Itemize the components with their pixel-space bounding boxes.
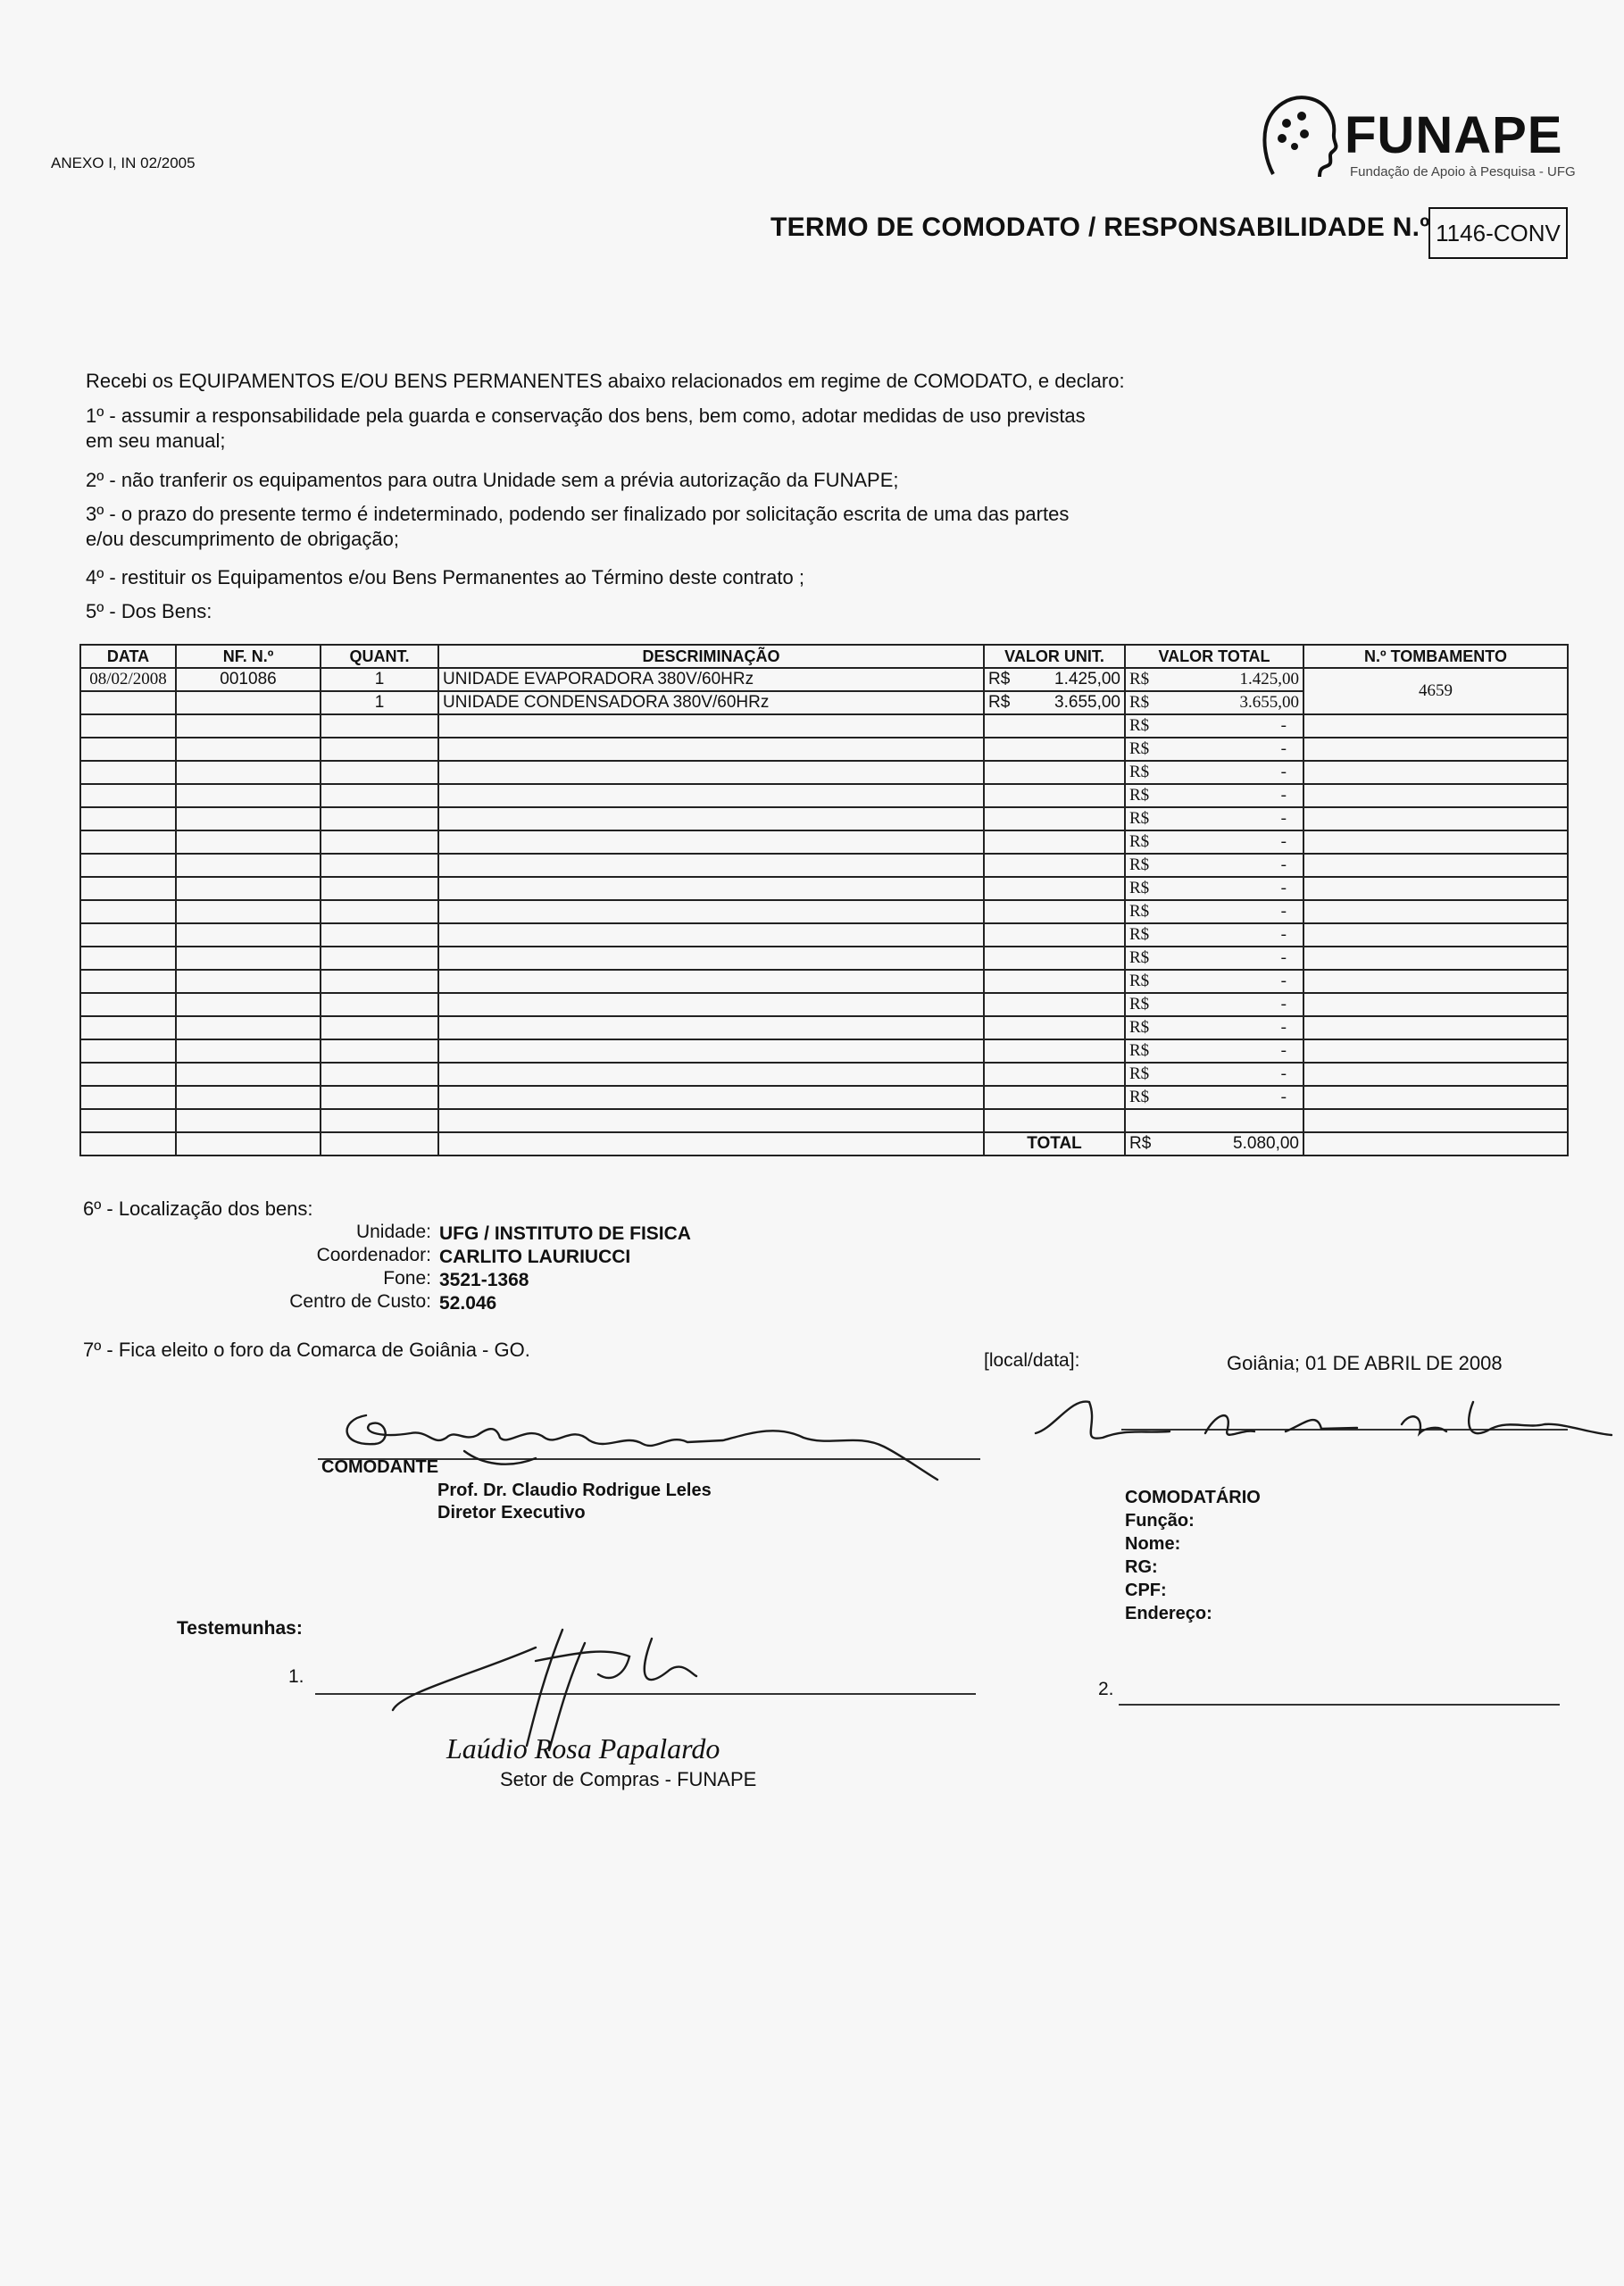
head-profile-icon	[1255, 89, 1340, 188]
total-amount: -	[1280, 1041, 1287, 1060]
cell-tombamento	[1303, 900, 1568, 923]
cell-total-value	[1125, 1063, 1303, 1086]
annex-reference: ANEXO I, IN 02/2005	[51, 154, 196, 171]
unidade-label: Unidade:	[355, 1222, 431, 1242]
currency-label: R$	[1129, 693, 1150, 712]
cell-tombamento	[1303, 970, 1568, 993]
foro-clause: 7º - Fica eleito o foro da Comarca de Goiânia - GO.	[83, 1339, 530, 1361]
currency-label: R$	[1129, 1134, 1152, 1153]
cell-nf	[176, 714, 321, 738]
cell-unit-value	[984, 854, 1125, 877]
witness-1-number: 1.	[288, 1666, 304, 1687]
table-row	[80, 807, 1568, 830]
cell-nf	[176, 1109, 321, 1132]
clause-5: 5º - Dos Bens:	[86, 600, 212, 622]
cell-qty	[321, 854, 438, 877]
table-header-row	[80, 645, 1568, 668]
cell-date	[80, 970, 176, 993]
centro-custo-label: Centro de Custo:	[289, 1291, 431, 1312]
cell-nf	[176, 1086, 321, 1109]
cell-qty	[321, 830, 438, 854]
table-row	[80, 1016, 1568, 1039]
currency-label: R$	[1129, 879, 1150, 897]
cell-tombamento	[1303, 993, 1568, 1016]
cell-date	[80, 1132, 176, 1156]
col-header-description: DESCRIMINAÇÃO	[438, 645, 984, 668]
cell-tombamento: 4659	[1303, 668, 1568, 714]
cell-qty	[321, 714, 438, 738]
cell-total-value	[1125, 691, 1303, 714]
cell-qty	[321, 1039, 438, 1063]
table-row	[80, 1039, 1568, 1063]
cell-tombamento	[1303, 761, 1568, 784]
cell-total-value	[1125, 1016, 1303, 1039]
cell-nf	[176, 877, 321, 900]
coordenador-value: CARLITO LAURIUCCI	[439, 1247, 631, 1267]
cell-date	[80, 714, 176, 738]
clause-1: 1º - assumir a responsabilidade pela guarda e conservação dos bens, bem como, adotar medidas de uso previstas	[86, 405, 1086, 427]
location-heading: 6º - Localização dos bens:	[83, 1197, 313, 1220]
total-amount: -	[1280, 1088, 1287, 1106]
col-header-total-value: VALOR TOTAL	[1125, 645, 1303, 668]
col-header-qty: QUANT.	[321, 645, 438, 668]
cell-date	[80, 738, 176, 761]
cell-date	[80, 830, 176, 854]
currency-label: R$	[1129, 832, 1150, 851]
centro-custo-value: 52.046	[439, 1293, 497, 1314]
cell-unit-value	[984, 1039, 1125, 1063]
table-row	[80, 877, 1568, 900]
document-title: TERMO DE COMODATO / RESPONSABILIDADE N.º	[770, 213, 1430, 242]
comodatario-label: COMODATÁRIO	[1125, 1488, 1261, 1507]
rg-label: RG:	[1125, 1557, 1158, 1577]
total-label: TOTAL	[984, 1132, 1125, 1156]
total-amount: -	[1280, 739, 1287, 758]
cell-total-value	[1125, 807, 1303, 830]
total-amount: -	[1280, 716, 1287, 735]
currency-label: R$	[1129, 902, 1150, 921]
cell-qty	[321, 1016, 438, 1039]
cell-date	[80, 1063, 176, 1086]
cell-total-value	[1125, 900, 1303, 923]
table-row	[80, 830, 1568, 854]
currency-label: R$	[988, 693, 1011, 712]
total-amount: -	[1280, 925, 1287, 944]
cell-description	[438, 807, 984, 830]
cell-date	[80, 1109, 176, 1132]
cell-nf	[176, 1132, 321, 1156]
unidade-value: UFG / INSTITUTO DE FISICA	[439, 1223, 691, 1244]
logo-subtitle: Fundação de Apoio à Pesquisa - UFG	[1350, 164, 1576, 179]
cell-qty	[321, 923, 438, 947]
cell-description	[438, 947, 984, 970]
endereco-label: Endereço:	[1125, 1604, 1212, 1623]
cell-total-value	[1125, 993, 1303, 1016]
cell-nf	[176, 830, 321, 854]
cell-nf	[176, 1016, 321, 1039]
cell-tombamento	[1303, 854, 1568, 877]
fone-value: 3521-1368	[439, 1270, 529, 1290]
table-row	[80, 784, 1568, 807]
cell-description	[438, 784, 984, 807]
cell-qty	[321, 1109, 438, 1132]
unit-amount: 3.655,00	[1054, 693, 1120, 712]
logo-wordmark: FUNAPE	[1345, 106, 1563, 164]
cell-date	[80, 947, 176, 970]
total-amount: -	[1280, 1018, 1287, 1037]
cell-nf: 001086	[176, 668, 321, 691]
cell-qty	[321, 807, 438, 830]
col-header-date: DATA	[80, 645, 176, 668]
cell-tombamento	[1303, 923, 1568, 947]
intro-text: Recebi os EQUIPAMENTOS E/OU BENS PERMANENTES abaixo relacionados em regime de COMODATO, e declaro:	[86, 370, 1125, 392]
cell-nf	[176, 993, 321, 1016]
funcao-label: Função:	[1125, 1511, 1195, 1531]
cell-qty	[321, 784, 438, 807]
cell-nf	[176, 923, 321, 947]
cell-date	[80, 691, 176, 714]
cell-unit-value	[984, 761, 1125, 784]
table-row	[80, 900, 1568, 923]
currency-label: R$	[1129, 1018, 1150, 1037]
total-amount: -	[1280, 972, 1287, 990]
total-amount: -	[1280, 832, 1287, 851]
cell-description	[438, 900, 984, 923]
cell-description	[438, 970, 984, 993]
cell-tombamento	[1303, 1109, 1568, 1132]
currency-label: R$	[1129, 855, 1150, 874]
cell-unit-value	[984, 830, 1125, 854]
total-amount: -	[1280, 809, 1287, 828]
cell-nf	[176, 784, 321, 807]
total-amount: 3.655,00	[1239, 693, 1299, 712]
cell-unit-value	[984, 668, 1125, 691]
cell-unit-value	[984, 947, 1125, 970]
stamp-role: Setor de Compras - FUNAPE	[500, 1768, 757, 1790]
cell-total-value	[1125, 668, 1303, 691]
cell-qty	[321, 970, 438, 993]
cell-qty	[321, 900, 438, 923]
total-amount: -	[1280, 902, 1287, 921]
cell-tombamento	[1303, 1086, 1568, 1109]
cell-qty	[321, 738, 438, 761]
cell-nf	[176, 1063, 321, 1086]
currency-label: R$	[1129, 1088, 1150, 1106]
cell-qty	[321, 1132, 438, 1156]
table-row	[80, 738, 1568, 761]
cell-description: UNIDADE CONDENSADORA 380V/60HRz	[438, 691, 984, 714]
cell-date	[80, 1039, 176, 1063]
table-row	[80, 923, 1568, 947]
cell-total-value	[1125, 947, 1303, 970]
cell-unit-value	[984, 970, 1125, 993]
total-row	[80, 1132, 1568, 1156]
cell-date: 08/02/2008	[80, 668, 176, 691]
comodante-name: Prof. Dr. Claudio Rodrigue Leles	[437, 1481, 712, 1500]
cell-description	[438, 1109, 984, 1132]
total-amount: -	[1280, 786, 1287, 805]
currency-label: R$	[1129, 925, 1150, 944]
currency-label: R$	[988, 670, 1011, 688]
cell-qty	[321, 1063, 438, 1086]
cell-total-value	[1125, 784, 1303, 807]
cell-total-value	[1125, 923, 1303, 947]
cell-unit-value	[984, 900, 1125, 923]
cell-tombamento	[1303, 784, 1568, 807]
nome-label: Nome:	[1125, 1534, 1181, 1554]
cell-tombamento	[1303, 738, 1568, 761]
cell-unit-value	[984, 993, 1125, 1016]
table-row	[80, 1109, 1568, 1132]
cell-tombamento	[1303, 1132, 1568, 1156]
cell-tombamento	[1303, 807, 1568, 830]
currency-label: R$	[1129, 670, 1150, 688]
total-amount: -	[1280, 855, 1287, 874]
cell-description	[438, 830, 984, 854]
clause-2: 2º - não tranferir os equipamentos para outra Unidade sem a prévia autorização da FUNAPE;	[86, 469, 899, 491]
stamp-name: Laúdio Rosa Papalardo	[446, 1732, 720, 1765]
coordenador-label: Coordenador:	[316, 1245, 431, 1265]
cell-description	[438, 714, 984, 738]
currency-label: R$	[1129, 786, 1150, 805]
cell-unit-value	[984, 738, 1125, 761]
unit-amount: 1.425,00	[1054, 670, 1120, 688]
cell-date	[80, 807, 176, 830]
cell-tombamento	[1303, 1063, 1568, 1086]
cell-unit-value	[984, 807, 1125, 830]
cell-description	[438, 877, 984, 900]
clause-3: 3º - o prazo do presente termo é indeterminado, podendo ser finalizado por solicitação escrita de uma das partes	[86, 503, 1070, 525]
local-data-value: Goiânia; 01 DE ABRIL DE 2008	[1227, 1352, 1503, 1374]
total-value-cell	[1125, 1132, 1303, 1156]
cpf-label: CPF:	[1125, 1581, 1167, 1600]
cell-date	[80, 923, 176, 947]
cell-total-value	[1125, 970, 1303, 993]
cell-nf	[176, 854, 321, 877]
currency-label: R$	[1129, 972, 1150, 990]
table-row	[80, 993, 1568, 1016]
cell-total-value	[1125, 738, 1303, 761]
currency-label: R$	[1129, 809, 1150, 828]
cell-date	[80, 761, 176, 784]
cell-date	[80, 900, 176, 923]
cell-unit-value	[984, 1063, 1125, 1086]
table-row	[80, 761, 1568, 784]
currency-label: R$	[1129, 763, 1150, 781]
cell-total-value	[1125, 830, 1303, 854]
grand-total: 5.080,00	[1233, 1134, 1299, 1153]
cell-tombamento	[1303, 1039, 1568, 1063]
cell-description	[438, 923, 984, 947]
cell-description: UNIDADE EVAPORADORA 380V/60HRz	[438, 668, 984, 691]
cell-date	[80, 854, 176, 877]
witness-2-line	[1119, 1704, 1560, 1706]
funape-logo	[1255, 89, 1577, 188]
comodante-label: COMODANTE	[321, 1457, 439, 1477]
items-table	[79, 644, 1569, 1156]
total-amount: -	[1280, 763, 1287, 781]
cell-qty	[321, 1086, 438, 1109]
cell-nf	[176, 947, 321, 970]
cell-unit-value	[984, 1016, 1125, 1039]
total-amount: 1.425,00	[1239, 670, 1299, 688]
cell-total-value	[1125, 1086, 1303, 1109]
cell-qty: 1	[321, 668, 438, 691]
cell-description	[438, 761, 984, 784]
currency-label: R$	[1129, 1064, 1150, 1083]
col-header-unit-value: VALOR UNIT.	[984, 645, 1125, 668]
cell-unit-value	[984, 877, 1125, 900]
cell-total-value	[1125, 854, 1303, 877]
total-amount: -	[1280, 1064, 1287, 1083]
cell-description	[438, 1039, 984, 1063]
table-row	[80, 970, 1568, 993]
clause-4: 4º - restituir os Equipamentos e/ou Bens Permanentes ao Término deste contrato ;	[86, 566, 804, 588]
cell-description	[438, 1016, 984, 1039]
table-row	[80, 1063, 1568, 1086]
currency-label: R$	[1129, 948, 1150, 967]
cell-tombamento	[1303, 830, 1568, 854]
currency-label: R$	[1129, 716, 1150, 735]
cell-qty	[321, 877, 438, 900]
witness-2-number: 2.	[1098, 1679, 1114, 1699]
cell-nf	[176, 970, 321, 993]
cell-qty	[321, 761, 438, 784]
cell-tombamento	[1303, 877, 1568, 900]
fone-label: Fone:	[383, 1268, 431, 1289]
local-data-label: [local/data]:	[984, 1350, 1080, 1371]
cell-tombamento	[1303, 1016, 1568, 1039]
comodatario-signature-icon	[1027, 1389, 1616, 1460]
total-amount: -	[1280, 879, 1287, 897]
cell-unit-value	[984, 923, 1125, 947]
cell-total-value	[1125, 877, 1303, 900]
currency-label: R$	[1129, 739, 1150, 758]
table-row	[80, 714, 1568, 738]
currency-label: R$	[1129, 1041, 1150, 1060]
cell-nf	[176, 738, 321, 761]
cell-unit-value	[984, 784, 1125, 807]
cell-unit-value	[984, 1109, 1125, 1132]
cell-total-value	[1125, 1109, 1303, 1132]
col-header-tombamento: N.º TOMBAMENTO	[1303, 645, 1568, 668]
cell-qty	[321, 993, 438, 1016]
cell-total-value	[1125, 1039, 1303, 1063]
cell-date	[80, 993, 176, 1016]
cell-date	[80, 1016, 176, 1039]
cell-unit-value	[984, 1086, 1125, 1109]
total-amount: -	[1280, 995, 1287, 1014]
clause-1-cont: em seu manual;	[86, 430, 226, 452]
cell-nf	[176, 807, 321, 830]
cell-description	[438, 1086, 984, 1109]
cell-qty	[321, 947, 438, 970]
cell-total-value	[1125, 761, 1303, 784]
cell-nf	[176, 691, 321, 714]
cell-qty: 1	[321, 691, 438, 714]
comodante-role: Diretor Executivo	[437, 1503, 586, 1523]
cell-nf	[176, 900, 321, 923]
cell-description	[438, 854, 984, 877]
term-number-box: 1146-CONV	[1428, 207, 1568, 259]
cell-date	[80, 877, 176, 900]
table-row	[80, 854, 1568, 877]
cell-description	[438, 738, 984, 761]
cell-total-value	[1125, 714, 1303, 738]
cell-nf	[176, 761, 321, 784]
witnesses-label: Testemunhas:	[177, 1618, 303, 1639]
table-row	[80, 947, 1568, 970]
total-amount: -	[1280, 948, 1287, 967]
cell-description	[438, 1132, 984, 1156]
cell-date	[80, 1086, 176, 1109]
cell-description	[438, 1063, 984, 1086]
cell-description	[438, 993, 984, 1016]
currency-label: R$	[1129, 995, 1150, 1014]
cell-date	[80, 784, 176, 807]
table-row	[80, 1086, 1568, 1109]
cell-tombamento	[1303, 947, 1568, 970]
col-header-nf: NF. N.º	[176, 645, 321, 668]
cell-unit-value	[984, 714, 1125, 738]
cell-unit-value	[984, 691, 1125, 714]
cell-tombamento	[1303, 714, 1568, 738]
table-row	[80, 668, 1568, 691]
clause-3-cont: e/ou descumprimento de obrigação;	[86, 528, 399, 550]
cell-nf	[176, 1039, 321, 1063]
